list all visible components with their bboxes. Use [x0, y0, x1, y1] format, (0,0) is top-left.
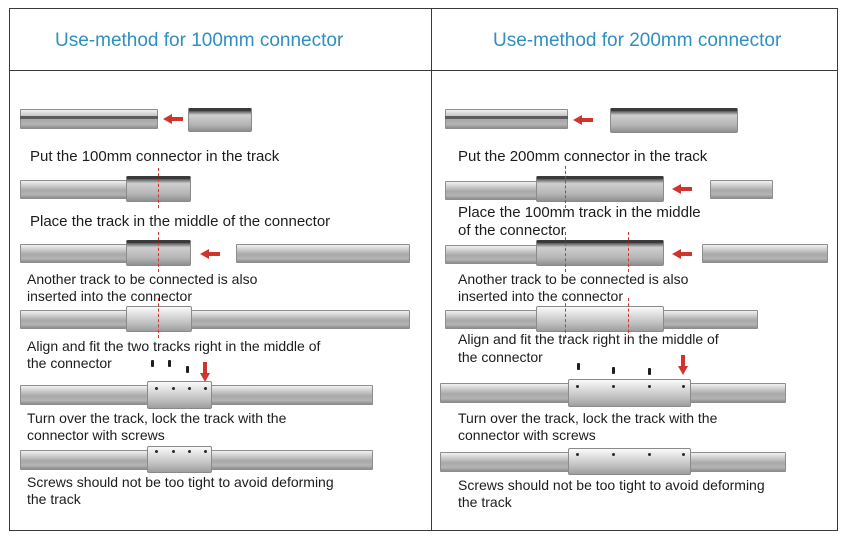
right-step-6-text-line2: the track	[458, 494, 512, 510]
left-step-6-text-line2: the track	[27, 491, 81, 507]
screw-icon	[612, 367, 615, 374]
left-arrow-icon	[573, 114, 593, 126]
screw-hole	[204, 450, 207, 453]
connector-100mm	[188, 108, 252, 132]
screw-hole	[188, 387, 191, 390]
connector-200mm	[536, 240, 664, 266]
right-step-1-text: Put the 200mm connector in the track	[458, 148, 708, 165]
center-line	[158, 298, 159, 338]
track-slot	[445, 116, 568, 119]
left-arrow-icon	[163, 113, 183, 125]
header-divider	[9, 70, 838, 71]
screw-hole	[648, 453, 651, 456]
right-step-4-text-line2: the connector	[458, 349, 543, 365]
left-step-5-text: Turn over the track, lock the track with the	[27, 410, 287, 426]
screw-hole	[172, 387, 175, 390]
screw-icon	[186, 366, 189, 373]
right-step-3-text-line2: inserted into the connector	[458, 288, 623, 304]
connector-100mm	[147, 381, 212, 409]
screw-hole	[155, 450, 158, 453]
down-arrow-icon	[677, 355, 689, 375]
screw-hole	[172, 450, 175, 453]
connector-200mm	[536, 176, 664, 202]
joined-track	[20, 310, 410, 329]
left-step-5-text-line2: connector with screws	[27, 427, 165, 443]
track	[445, 109, 568, 129]
left-arrow-icon	[672, 183, 692, 195]
left-arrow-icon	[200, 248, 220, 260]
center-line	[158, 168, 159, 208]
center-line	[158, 232, 159, 272]
left-step-6-text: Screws should not be too tight to avoid deforming	[27, 474, 334, 490]
track	[445, 245, 545, 264]
center-line	[565, 232, 566, 272]
connector-200mm	[610, 108, 738, 133]
screw-hole	[612, 385, 615, 388]
second-track	[236, 244, 410, 263]
screw-hole	[682, 385, 685, 388]
right-step-6-text: Screws should not be too tight to avoid deforming	[458, 477, 765, 493]
screw-hole	[648, 385, 651, 388]
left-step-4-text-line2: the connector	[27, 355, 112, 371]
connector-200mm	[536, 306, 664, 332]
screw-hole	[576, 453, 579, 456]
right-step-4-text: Align and fit the track right in the middle of	[458, 331, 719, 347]
screw-hole	[155, 387, 158, 390]
left-title: Use-method for 100mm connector	[55, 30, 344, 51]
connector-200mm	[568, 448, 691, 475]
screw-icon	[151, 360, 154, 367]
connector-200mm	[568, 379, 691, 407]
right-step-5-text-line2: connector with screws	[458, 427, 596, 443]
left-step-3-text-line2: inserted into the connector	[27, 288, 192, 304]
track-slot	[20, 116, 158, 119]
screw-icon	[648, 368, 651, 375]
right-step-3-text: Another track to be connected is also	[458, 271, 689, 287]
screw-hole	[204, 387, 207, 390]
center-line	[565, 166, 566, 208]
left-step-1-text: Put the 100mm connector in the track	[30, 148, 280, 165]
right-step-2-text: Place the 100mm track in the middle	[458, 204, 701, 221]
center-line	[628, 232, 629, 272]
screw-hole	[682, 453, 685, 456]
track-100mm	[710, 180, 773, 199]
screw-hole	[612, 453, 615, 456]
left-step-4-text: Align and fit the two tracks right in the middle of	[27, 338, 321, 354]
right-step-5-text: Turn over the track, lock the track with the	[458, 410, 718, 426]
screw-icon	[577, 363, 580, 370]
left-step-2-text: Place the track in the middle of the connector	[30, 213, 331, 230]
connector-100mm	[126, 306, 192, 332]
track	[445, 181, 545, 200]
second-track	[702, 244, 828, 263]
left-arrow-icon	[672, 248, 692, 260]
left-step-3-text: Another track to be connected is also	[27, 271, 258, 287]
track	[20, 109, 158, 129]
down-arrow-icon	[199, 362, 211, 382]
screw-hole	[576, 385, 579, 388]
right-title: Use-method for 200mm connector	[493, 30, 782, 51]
screw-hole	[188, 450, 191, 453]
right-step-2-text-line2: of the connector	[458, 222, 566, 239]
column-divider	[431, 8, 432, 531]
screw-icon	[168, 360, 171, 367]
